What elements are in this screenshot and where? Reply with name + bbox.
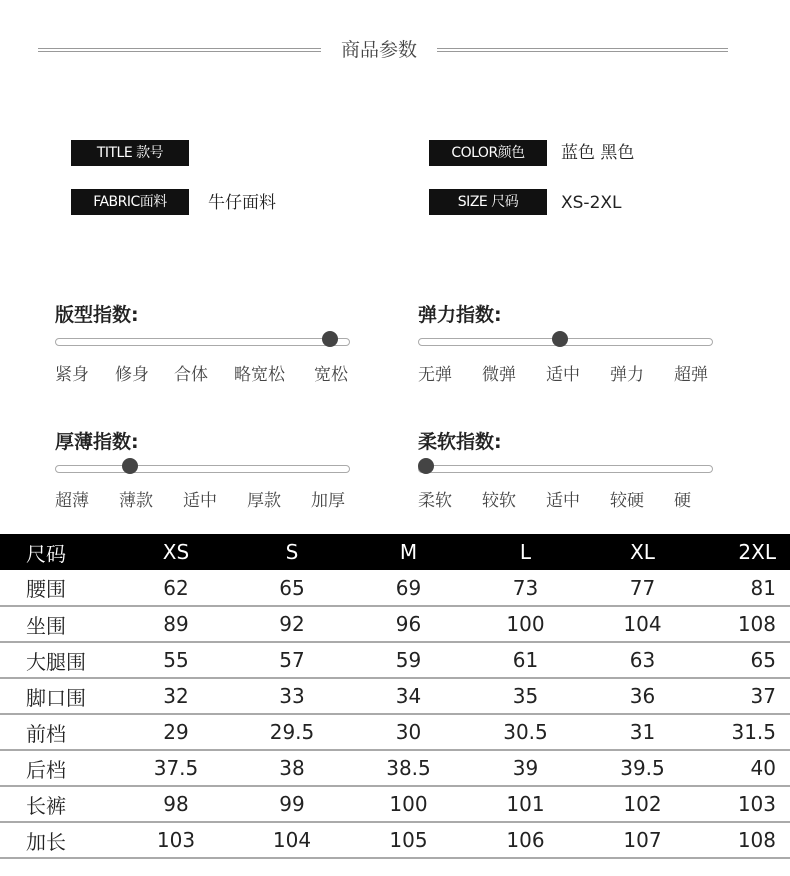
table-cell: 99 xyxy=(234,786,350,822)
table-cell: 100 xyxy=(467,606,584,642)
softness-index-title: 柔软指数: xyxy=(418,431,502,453)
fit-option: 合体 xyxy=(174,365,208,385)
stretch-option: 弹力 xyxy=(610,365,644,385)
softness-index-knob xyxy=(418,458,434,474)
table-cell: 81 xyxy=(701,570,790,606)
header-cell: L xyxy=(467,534,584,570)
stretch-index-title: 弹力指数: xyxy=(418,304,502,326)
header-cell: XL xyxy=(584,534,701,570)
table-cell: 104 xyxy=(234,822,350,858)
thickness-option: 适中 xyxy=(183,491,217,511)
row-label: 后档 xyxy=(0,750,118,786)
table-cell: 105 xyxy=(350,822,467,858)
table-row xyxy=(0,786,790,822)
table-row xyxy=(0,750,790,786)
table-row xyxy=(0,642,790,678)
table-cell: 69 xyxy=(350,570,467,606)
table-cell: 96 xyxy=(350,606,467,642)
size-table-header xyxy=(0,534,790,570)
header-cell: 尺码 xyxy=(0,534,118,570)
table-cell: 104 xyxy=(584,606,701,642)
row-label: 坐围 xyxy=(0,606,118,642)
param-label-fabric: FABRIC面料 xyxy=(71,189,189,215)
table-cell: 37.5 xyxy=(118,750,234,786)
table-cell: 39.5 xyxy=(584,750,701,786)
table-cell: 37 xyxy=(701,678,790,714)
table-cell: 31 xyxy=(584,714,701,750)
table-cell: 103 xyxy=(701,786,790,822)
table-cell: 102 xyxy=(584,786,701,822)
fit-index-track xyxy=(55,338,350,346)
stretch-option: 适中 xyxy=(546,365,580,385)
softness-index-options xyxy=(418,486,718,510)
table-row xyxy=(0,606,790,642)
row-label: 脚口围 xyxy=(0,678,118,714)
table-cell: 65 xyxy=(701,642,790,678)
row-label: 腰围 xyxy=(0,570,118,606)
table-cell: 107 xyxy=(584,822,701,858)
thickness-option: 加厚 xyxy=(311,491,345,511)
softness-option: 较软 xyxy=(482,491,516,511)
softness-option: 硬 xyxy=(674,491,691,511)
table-cell: 30.5 xyxy=(467,714,584,750)
stretch-option: 超弹 xyxy=(674,365,708,385)
table-cell: 29 xyxy=(118,714,234,750)
fit-option: 略宽松 xyxy=(234,365,285,385)
table-cell: 65 xyxy=(234,570,350,606)
table-cell: 89 xyxy=(118,606,234,642)
param-label-color: COLOR颜色 xyxy=(429,140,547,166)
row-label: 长裤 xyxy=(0,786,118,822)
table-cell: 35 xyxy=(467,678,584,714)
header-cell: M xyxy=(350,534,467,570)
table-cell: 30 xyxy=(350,714,467,750)
table-cell: 34 xyxy=(350,678,467,714)
table-cell: 62 xyxy=(118,570,234,606)
table-cell: 33 xyxy=(234,678,350,714)
table-cell: 57 xyxy=(234,642,350,678)
table-cell: 40 xyxy=(701,750,790,786)
fit-option: 紧身 xyxy=(55,365,89,385)
param-label-title: TITLE 款号 xyxy=(71,140,189,166)
stretch-option: 无弹 xyxy=(418,365,452,385)
table-cell: 63 xyxy=(584,642,701,678)
table-row xyxy=(0,678,790,714)
table-row xyxy=(0,570,790,606)
fit-option: 修身 xyxy=(115,365,149,385)
fit-index-knob xyxy=(322,331,338,347)
table-cell: 108 xyxy=(701,822,790,858)
thickness-option: 薄款 xyxy=(119,491,153,511)
param-value-size: XS-2XL xyxy=(561,193,622,213)
table-cell: 92 xyxy=(234,606,350,642)
table-cell: 73 xyxy=(467,570,584,606)
softness-option: 柔软 xyxy=(418,491,452,511)
fit-option: 宽松 xyxy=(314,365,348,385)
table-cell: 103 xyxy=(118,822,234,858)
stretch-index-options xyxy=(418,360,718,384)
stretch-option: 微弹 xyxy=(482,365,516,385)
header-right-rule xyxy=(437,48,728,52)
thickness-index-knob xyxy=(122,458,138,474)
table-cell: 59 xyxy=(350,642,467,678)
table-cell: 38 xyxy=(234,750,350,786)
param-value-color: 蓝色 黑色 xyxy=(561,143,635,163)
param-label-size: SIZE 尺码 xyxy=(429,189,547,215)
param-value-fabric: 牛仔面料 xyxy=(208,193,276,213)
thickness-index-title: 厚薄指数: xyxy=(55,431,139,453)
thickness-option: 厚款 xyxy=(247,491,281,511)
header-cell: XS xyxy=(118,534,234,570)
section-header xyxy=(38,34,728,66)
table-cell: 38.5 xyxy=(350,750,467,786)
row-label: 前档 xyxy=(0,714,118,750)
table-cell: 36 xyxy=(584,678,701,714)
table-row xyxy=(0,714,790,750)
table-cell: 32 xyxy=(118,678,234,714)
header-cell: 2XL xyxy=(701,534,790,570)
table-cell: 100 xyxy=(350,786,467,822)
table-cell: 108 xyxy=(701,606,790,642)
table-cell: 77 xyxy=(584,570,701,606)
fit-index-options xyxy=(55,360,355,384)
table-cell: 106 xyxy=(467,822,584,858)
table-cell: 101 xyxy=(467,786,584,822)
table-cell: 61 xyxy=(467,642,584,678)
row-label: 大腿围 xyxy=(0,642,118,678)
section-title: 商品参数 xyxy=(340,39,417,61)
table-cell: 55 xyxy=(118,642,234,678)
thickness-index-track xyxy=(55,465,350,473)
table-cell: 31.5 xyxy=(701,714,790,750)
table-cell: 98 xyxy=(118,786,234,822)
size-table xyxy=(0,534,790,859)
table-row xyxy=(0,822,790,858)
softness-option: 较硬 xyxy=(610,491,644,511)
fit-index-title: 版型指数: xyxy=(55,304,139,326)
row-label: 加长 xyxy=(0,822,118,858)
table-cell: 39 xyxy=(467,750,584,786)
thickness-index-options xyxy=(55,486,355,510)
thickness-option: 超薄 xyxy=(55,491,89,511)
table-cell: 29.5 xyxy=(234,714,350,750)
header-cell: S xyxy=(234,534,350,570)
softness-option: 适中 xyxy=(546,491,580,511)
softness-index-track xyxy=(418,465,713,473)
header-left-rule xyxy=(38,48,321,52)
stretch-index-knob xyxy=(552,331,568,347)
